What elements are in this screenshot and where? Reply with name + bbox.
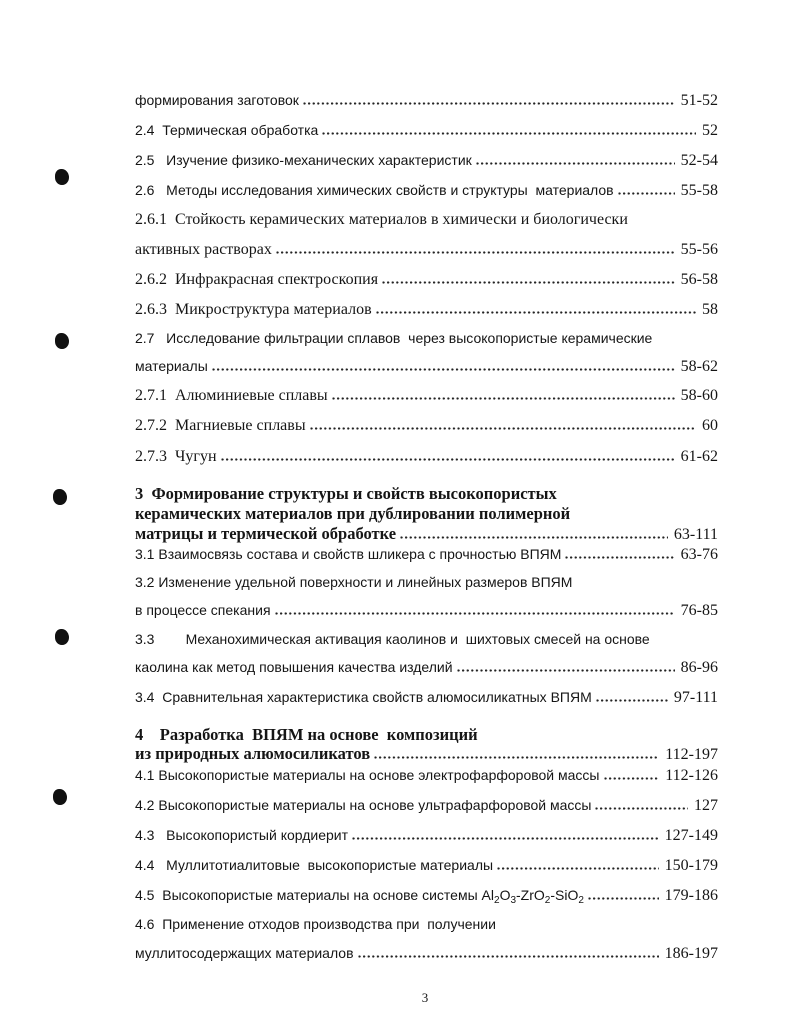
- toc-entry: [135, 855, 718, 875]
- toc-entry: [135, 270, 718, 290]
- toc-entry: [135, 629, 718, 649]
- punch-hole-mark: [53, 789, 67, 805]
- toc-page: 52: [702, 122, 718, 139]
- toc-title: из природных алюмосиликатов: [135, 744, 371, 763]
- toc-entry: [135, 795, 718, 815]
- dot-leader: [332, 397, 675, 400]
- toc-title: 2.7.1 Алюминиевые сплавы: [135, 387, 328, 404]
- toc-page: 58-62: [680, 358, 718, 375]
- toc-title: активных растворах: [135, 241, 272, 258]
- toc-entry: [135, 572, 718, 592]
- toc-title: 2.6 Методы исследования химических свойств и структуры материалов: [135, 182, 614, 198]
- toc-title: матрицы и термической обработке: [135, 524, 397, 543]
- toc-entry: [135, 447, 718, 467]
- formula-part: Al: [481, 887, 494, 903]
- toc-title: 4 Разработка ВПЯМ на основе композиций: [135, 725, 478, 744]
- toc-title: 3.1 Взаимосвязь состава и свойств шликера с прочностью ВПЯМ: [135, 546, 562, 562]
- toc-title: керамических материалов при дублировании полимерной: [135, 504, 571, 523]
- toc-page: 63-111: [673, 526, 718, 543]
- toc-title: [135, 885, 584, 905]
- toc-entry: [135, 885, 718, 905]
- toc-entry: [135, 914, 718, 934]
- dot-leader: [588, 897, 659, 900]
- toc-entry: [135, 416, 718, 436]
- toc-page: 127-149: [664, 827, 718, 844]
- toc-page: 97-111: [673, 689, 718, 706]
- toc-page: 186-197: [664, 945, 718, 962]
- toc-page: 51-52: [680, 92, 718, 109]
- toc-page: 76-85: [680, 602, 718, 619]
- page-number: 3: [421, 990, 429, 1005]
- toc-page: 58: [702, 301, 718, 318]
- toc-title: материалы: [135, 358, 208, 374]
- punch-hole-mark: [55, 169, 69, 185]
- toc-chapter-heading: [135, 744, 718, 764]
- formula-part: -SiO: [550, 887, 579, 903]
- toc-title-text: 4.5 Высокопористые материалы на основе системы: [135, 887, 482, 903]
- toc-entry: [135, 386, 718, 406]
- dot-leader: [276, 251, 675, 254]
- toc-chapter-heading: [135, 524, 718, 544]
- toc-page: 61-62: [680, 448, 718, 465]
- dot-leader: [476, 162, 675, 165]
- toc-page: 58-60: [680, 387, 718, 404]
- toc-page: 55-58: [680, 182, 718, 199]
- toc-title: 2.6.1 Стойкость керамических материалов в химически и биологически: [135, 211, 628, 228]
- toc-title: 3 Формирование структуры и свойств высокопористых: [135, 484, 557, 503]
- dot-leader: [596, 699, 668, 702]
- dot-leader: [275, 612, 675, 615]
- dot-leader: [400, 536, 668, 539]
- toc-page: 60: [702, 417, 718, 434]
- toc-entry: [135, 180, 718, 200]
- dot-leader: [497, 867, 659, 870]
- toc-entry: [135, 120, 718, 140]
- toc-page: 179-186: [664, 887, 718, 904]
- dot-leader: [382, 281, 675, 284]
- dot-leader: [618, 192, 675, 195]
- dot-leader: [352, 837, 659, 840]
- punch-hole-mark: [55, 333, 69, 349]
- toc-title: 2.6.3 Микроструктура материалов: [135, 301, 372, 318]
- toc-title: формирования заготовок: [135, 92, 299, 108]
- formula-subscript: 3: [510, 895, 517, 906]
- chemical-formula: [481, 887, 584, 906]
- toc-entry: [135, 300, 718, 320]
- dot-leader: [322, 132, 696, 135]
- toc-title: в процессе спекания: [135, 602, 271, 618]
- toc-page: 52-54: [680, 152, 718, 169]
- toc-entry: [135, 687, 718, 707]
- dot-leader: [457, 669, 675, 672]
- dot-leader: [303, 102, 675, 105]
- toc-page: 127: [694, 797, 718, 814]
- toc-title: 4.3 Высокопористый кордиерит: [135, 827, 349, 843]
- toc-page: 112-197: [665, 746, 718, 763]
- dot-leader: [376, 311, 696, 314]
- toc-title: 2.4 Термическая обработка: [135, 122, 319, 138]
- toc-title: 3.3 Механохимическая активация каолинов и шихтовых смесей на основе: [135, 631, 650, 647]
- toc-title: 2.5 Изучение физико-механических характеристик: [135, 152, 472, 168]
- dot-leader: [595, 807, 688, 810]
- toc-entry: [135, 825, 718, 845]
- toc-title: муллитосодержащих материалов: [135, 945, 354, 961]
- toc-page: 112-126: [665, 767, 718, 784]
- formula-subscript: 2: [494, 895, 500, 906]
- dot-leader: [565, 556, 674, 559]
- formula-subscript: 2: [544, 895, 551, 906]
- toc-title: 2.7.2 Магниевые сплавы: [135, 417, 306, 434]
- toc-entry: [135, 90, 718, 110]
- toc-title: 4.1 Высокопористые материалы на основе электрофарфоровой массы: [135, 767, 600, 783]
- dot-leader: [221, 458, 675, 461]
- toc-chapter-heading: [135, 504, 718, 524]
- toc-title: каолина как метод повышения качества изделий: [135, 659, 453, 675]
- punch-hole-mark: [53, 489, 67, 505]
- toc-title: 2.6.2 Инфракрасная спектроскопия: [135, 271, 379, 288]
- toc-entry: [135, 943, 718, 963]
- toc-title: 3.2 Изменение удельной поверхности и линейных размеров ВПЯМ: [135, 574, 573, 590]
- dot-leader: [212, 368, 675, 371]
- toc-entry: [135, 356, 718, 376]
- toc-entry: [135, 765, 718, 785]
- formula-part: -ZrO: [516, 887, 545, 903]
- toc-entry: [135, 544, 718, 564]
- toc-entry: [135, 657, 718, 677]
- toc-entry: [135, 328, 718, 348]
- toc-chapter-heading: [135, 725, 718, 745]
- formula-subscript: 2: [578, 895, 584, 906]
- dot-leader: [358, 955, 659, 958]
- toc-title: 4.6 Применение отходов производства при получении: [135, 916, 496, 932]
- dot-leader: [310, 427, 696, 430]
- dot-leader: [374, 756, 659, 759]
- toc-entry: [135, 240, 718, 260]
- formula-part: O: [499, 887, 511, 903]
- toc-page: 150-179: [664, 857, 718, 874]
- toc-title: 4.4 Муллитотиалитовые высокопористые материалы: [135, 857, 494, 873]
- toc-page: 86-96: [680, 659, 718, 676]
- toc-chapter-heading: [135, 484, 718, 504]
- toc-entry: [135, 210, 718, 230]
- toc-entry: [135, 600, 718, 620]
- toc-entry: [135, 150, 718, 170]
- toc-page: 55-56: [680, 241, 718, 258]
- punch-hole-mark: [55, 629, 69, 645]
- toc-title: 4.2 Высокопористые материалы на основе ультрафарфоровой массы: [135, 797, 592, 813]
- toc-page: 56-58: [680, 271, 718, 288]
- dot-leader: [604, 777, 660, 780]
- toc-title: 3.4 Сравнительная характеристика свойств алюмосиликатных ВПЯМ: [135, 689, 592, 705]
- toc-title: 2.7 Исследование фильтрации сплавов через высокопористые керамические: [135, 330, 653, 346]
- toc-title: 2.7.3 Чугун: [135, 448, 217, 465]
- toc-page: 63-76: [680, 546, 718, 563]
